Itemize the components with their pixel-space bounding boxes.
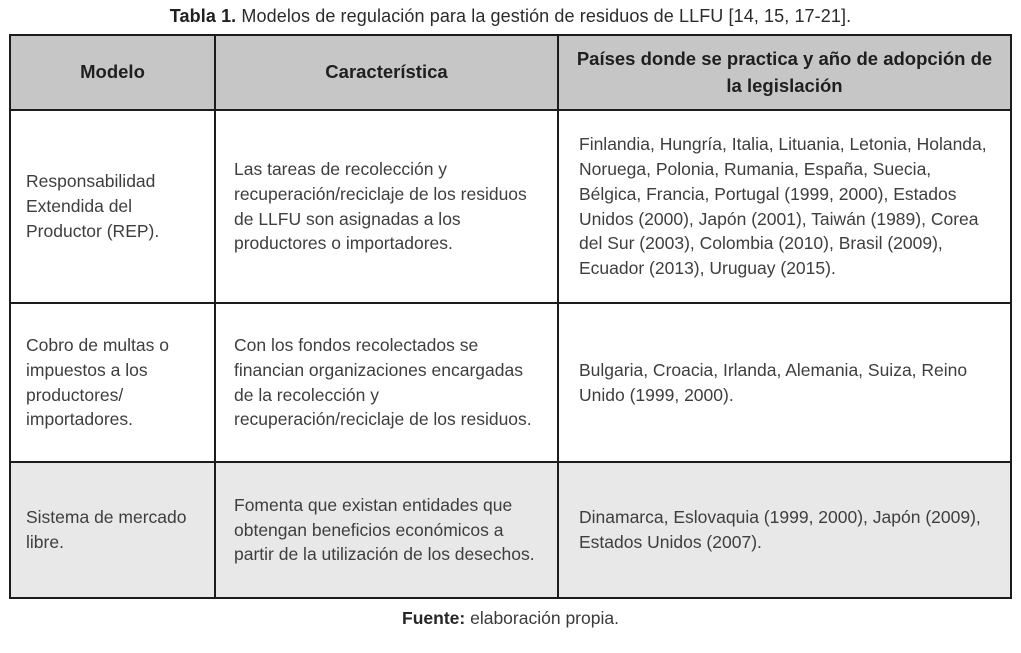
cell-caracteristica: Fomenta que existan entidades que obtengan beneficios económicos a partir de la utilización de los desechos.	[215, 462, 558, 598]
table-source	[0, 608, 1021, 629]
cell-modelo: Cobro de multas o impuestos a los productores/ importadores.	[10, 303, 215, 462]
table-caption-text: Modelos de regulación para la gestión de residuos de LLFU [14, 15, 17-21].	[236, 6, 852, 26]
cell-caracteristica: Las tareas de recolección y recuperación/reciclaje de los residuos de LLFU son asignadas a los productores o importadores.	[215, 110, 558, 303]
cell-paises: Dinamarca, Eslovaquia (1999, 2000), Japón (2009), Estados Unidos (2007).	[558, 462, 1011, 598]
table-header-row	[10, 35, 1011, 110]
table-caption-label: Tabla 1.	[169, 6, 237, 26]
header-paises: Países donde se practica y año de adopción de la legislación	[558, 35, 1011, 110]
cell-paises: Finlandia, Hungría, Italia, Lituania, Letonia, Holanda, Noruega, Polonia, Rumania, España, Suecia, Bélgica, Francia, Portugal (1999, 2000), Estados Unidos (2000), Japón (2001), Taiwán (1989), Corea del Sur (2003), Colombia (2010), Brasil (2009), Ecuador (2013), Uruguay (2015).	[558, 110, 1011, 303]
cell-paises: Bulgaria, Croacia, Irlanda, Alemania, Suiza, Reino Unido (1999, 2000).	[558, 303, 1011, 462]
table-row	[10, 110, 1011, 303]
cell-modelo: Sistema de mercado libre.	[10, 462, 215, 598]
table-source-text: elaboración propia.	[465, 608, 619, 628]
regulation-models-table	[9, 34, 1012, 599]
header-modelo: Modelo	[10, 35, 215, 110]
table-caption	[0, 0, 1021, 27]
table-row	[10, 303, 1011, 462]
table-source-label: Fuente:	[402, 608, 466, 628]
table-row	[10, 462, 1011, 598]
cell-caracteristica: Con los fondos recolectados se financian organizaciones encargadas de la recolección y recuperación/reciclaje de los residuos.	[215, 303, 558, 462]
cell-modelo: Responsabilidad Extendida del Productor (REP).	[10, 110, 215, 303]
header-caracteristica: Característica	[215, 35, 558, 110]
